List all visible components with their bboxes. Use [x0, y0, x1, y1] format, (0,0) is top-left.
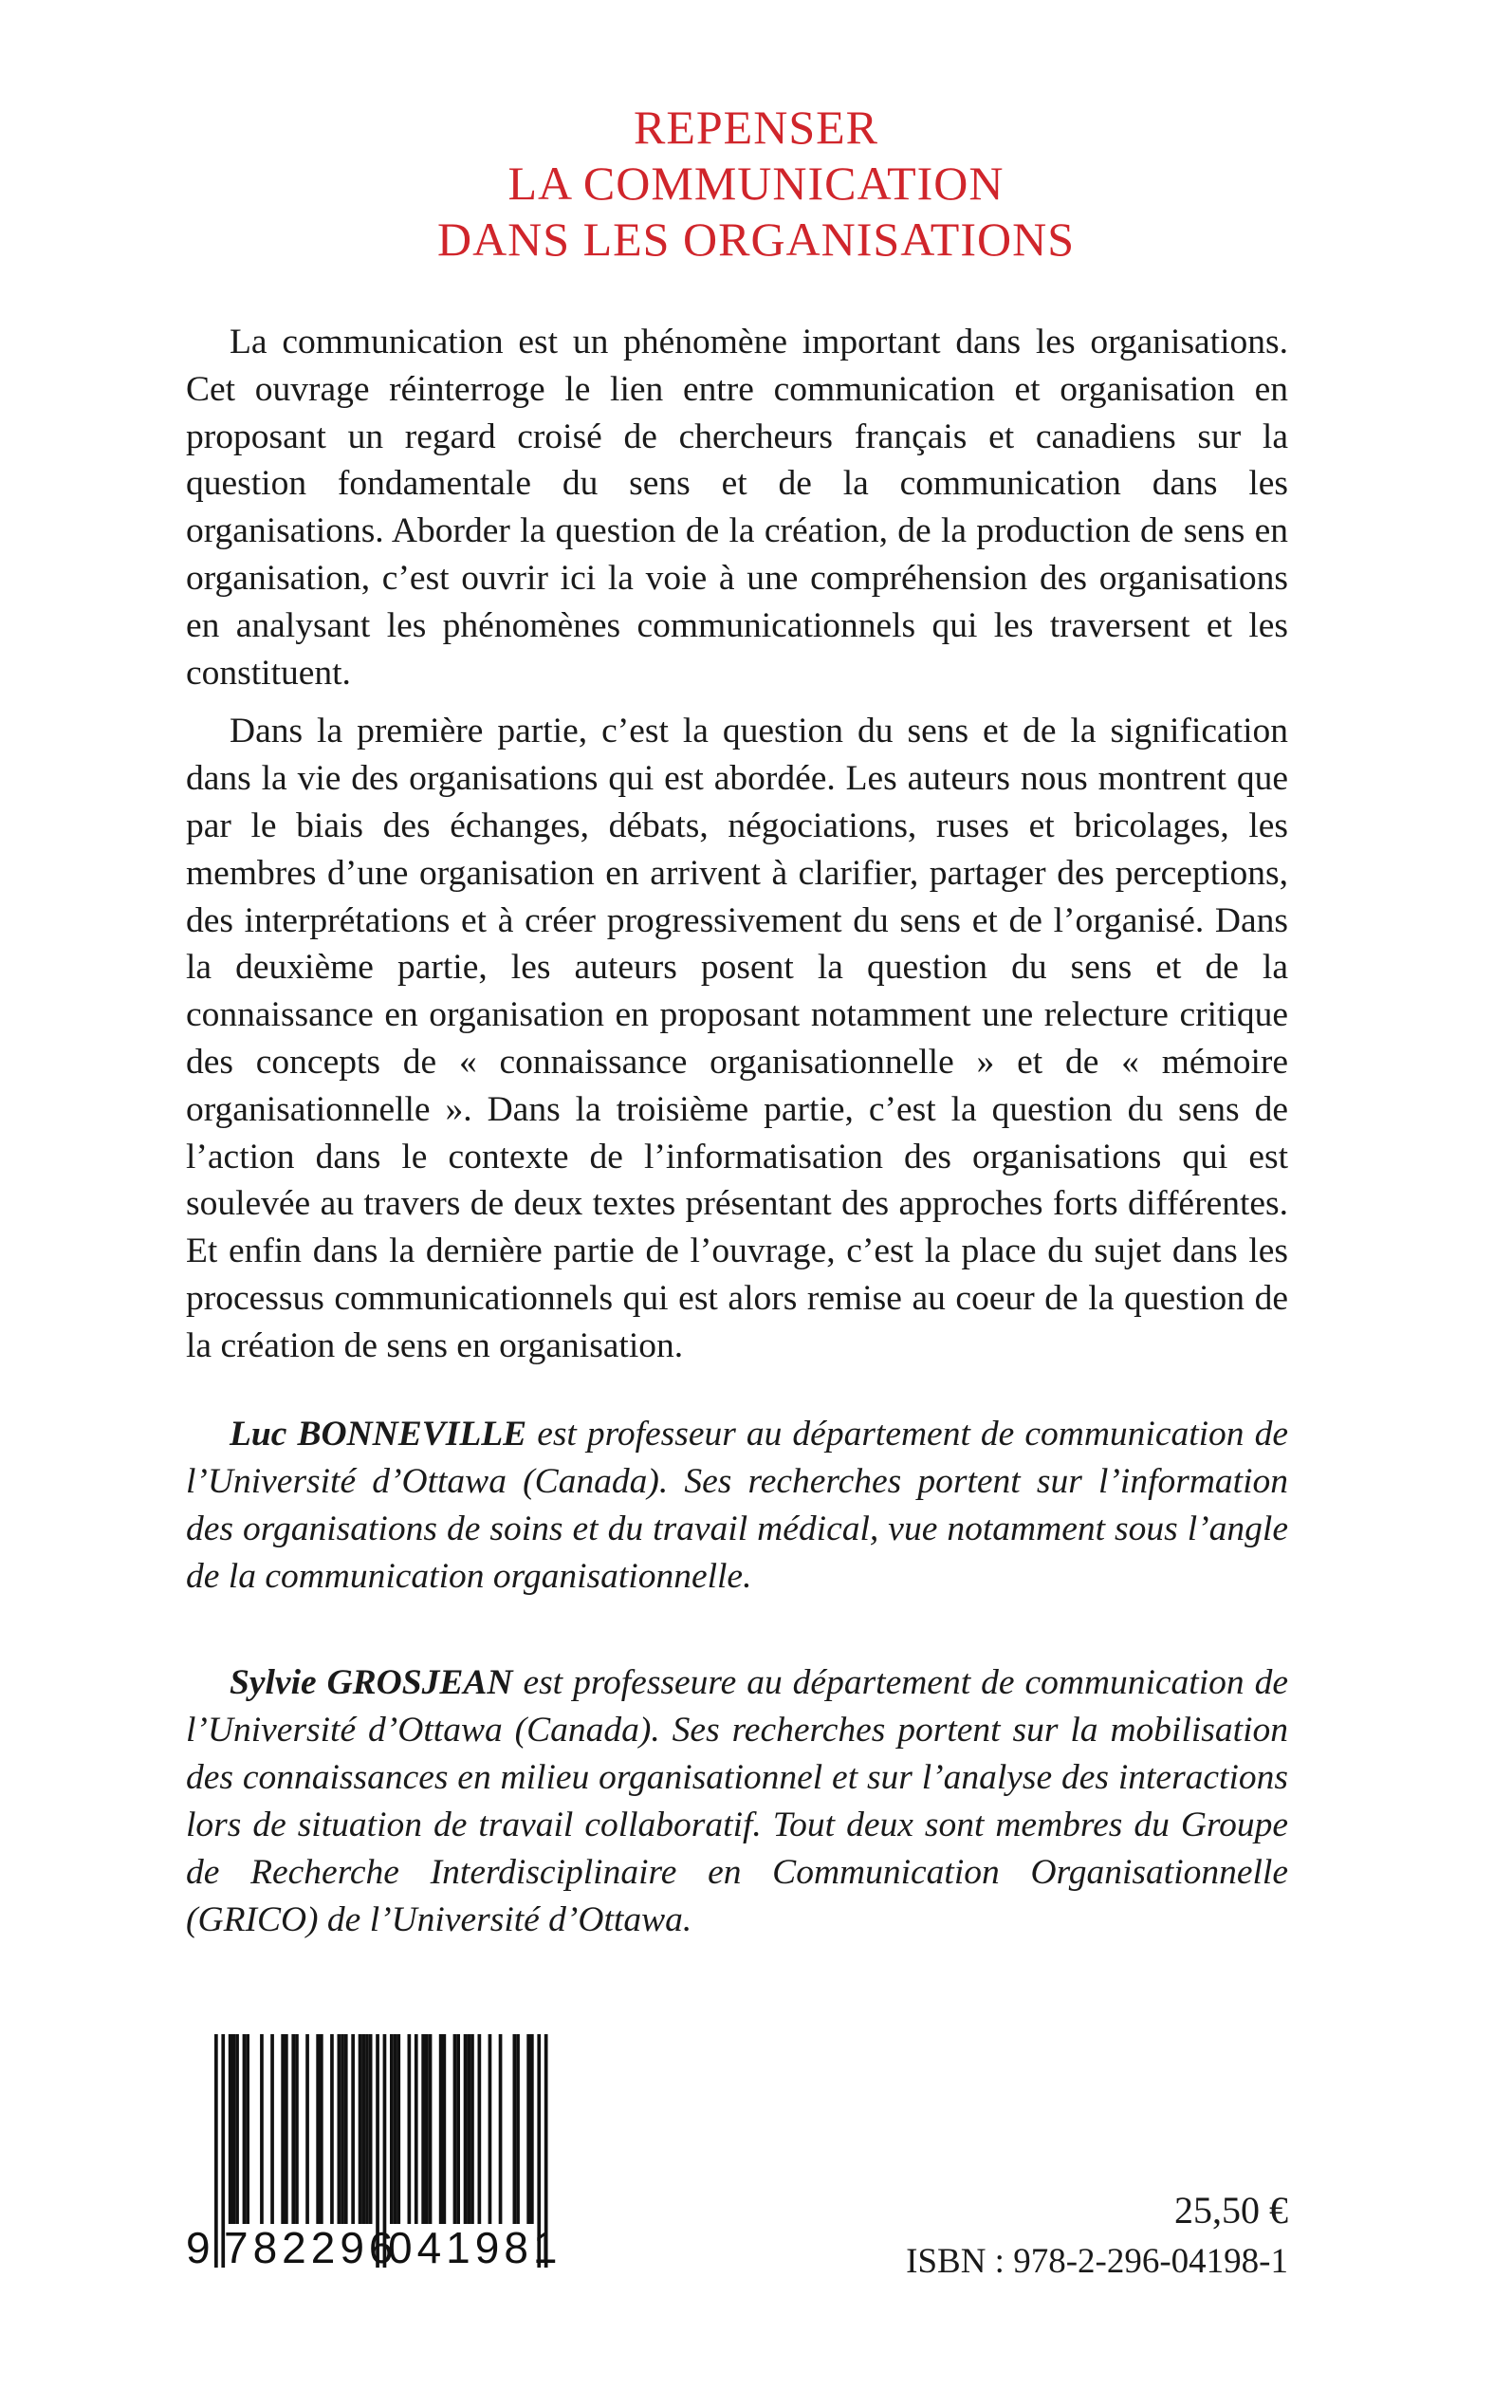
author-name-grosjean: Sylvie GROSJEAN [230, 1663, 513, 1702]
barcode-bar [305, 2034, 309, 2224]
barcode-bar [246, 2034, 249, 2224]
barcode-bar [235, 2034, 239, 2224]
book-title [0, 100, 1512, 268]
barcode-bar [470, 2034, 474, 2224]
author-bio-grosjean [186, 1659, 1288, 1944]
barcode-bar [260, 2034, 264, 2224]
author-bio-text-bonneville: est professeur au département de communication de l’Université d’Ottawa (Canada). Ses recherches portent sur l’information des organisations de soins et du travail médical, vue notamment sous l’angle de la communication organisationnelle. [186, 1415, 1288, 1596]
barcode-bar [359, 2034, 362, 2224]
barcode-bar [390, 2034, 394, 2224]
title-line-2: LA COMMUNICATION [507, 157, 1005, 210]
title-line-3: DANS LES ORGANISATIONS [436, 213, 1076, 266]
barcode-bar [415, 2034, 418, 2224]
barcode-bar [344, 2034, 348, 2224]
barcode-bar [232, 2034, 236, 2224]
barcode-bar [341, 2034, 344, 2224]
barcode-bar [429, 2034, 433, 2224]
barcode-bar [408, 2034, 412, 2224]
barcode-bar [291, 2034, 295, 2224]
barcode-bar [526, 2034, 530, 2224]
barcode-bar [425, 2034, 429, 2224]
barcode-bar [281, 2034, 285, 2224]
barcode-bar [516, 2034, 520, 2224]
author-bio-text-grosjean: est professeure au département de communication de l’Université d’Ottawa (Canada). Ses recherches portent sur la mobilisation des connaissances en milieu organisationnel et sur l’analyse des interactions lors de situation de travail collaboratif. Tout deux sont membres du Groupe de Recherche Interdisciplinaire en Communication Organisationnelle (GRICO) de l’Université d’Ottawa. [186, 1663, 1289, 1939]
barcode-bar [530, 2034, 534, 2224]
price: 25,50 € [1174, 2189, 1288, 2232]
barcode-digits-group-1: 782296 [224, 2223, 398, 2272]
barcode-bar [439, 2034, 443, 2224]
author-bio-bonneville [186, 1411, 1288, 1601]
barcode-bar [456, 2034, 460, 2224]
barcode-bar [369, 2034, 373, 2224]
barcode-bar [489, 2034, 492, 2224]
barcode-bar [394, 2034, 397, 2224]
isbn-number: ISBN : 978-2-296-04198-1 [906, 2242, 1288, 2281]
barcode-bar [243, 2034, 247, 2224]
barcode-bar [421, 2034, 425, 2224]
author-bios [186, 1411, 1288, 1944]
barcode-bar [499, 2034, 503, 2224]
barcode-bar [365, 2034, 369, 2224]
summary-paragraph-1: La communication est un phénomène important dans les organisations. Cet ouvrage réinterroge le lien entre communication et organisation en proposant un regard croisé de chercheurs français et canadiens sur la question fondamentale du sens et de la communication dans les organisations. Aborder la question de la création, de la production de sens en organisation, c’est ouvrir ici la voie à une compréhension des organisations en analysant les phénomènes communicationnels qui les traversent et les constituent. [186, 323, 1288, 693]
barcode-bar [453, 2034, 457, 2224]
author-name-bonneville: Luc BONNEVILLE [230, 1415, 527, 1454]
summary-paragraph-2: Dans la première partie, c’est la question du sens et de la signification dans la vie des organisations qui est abordée. Les auteurs nous montrent que par le biais des échanges, débats, négociations, ruses et bricolages, les membres d’une organisation en arrivent à clarifier, partager des perceptions, des interprétations et à créer progressivement du sens et de l’organisé. Dans la deuxième partie, les auteurs posent la question du sens et de la connaissance en organisation en proposant notamment une relecture critique des concepts de « connaissance organisationnelle » et de « mémoire organisationnelle ». Dans la troisième partie, c’est la question du sens de l’action dans le contexte de l’informatisation des organisations qui est soulevée au travers de deux textes présentant des approches forts différentes. Et enfin dans la dernière partie de l’ouvrage, c’est la place du sujet dans les processus communicationnels qui est alors remise au coeur de la question de la création de sens en organisation. [186, 712, 1288, 1365]
barcode-digits-group-2: 041981 [388, 2223, 562, 2272]
barcode-bar [513, 2034, 517, 2224]
barcode-bar [351, 2034, 355, 2224]
barcode-bar [338, 2034, 341, 2224]
barcode-bar [361, 2034, 365, 2224]
title-line-1: REPENSER [633, 101, 879, 154]
barcode-bar [467, 2034, 470, 2224]
barcode-bar [330, 2034, 334, 2224]
barcode-bar [320, 2034, 323, 2224]
barcode-bar [478, 2034, 482, 2224]
barcode-bar [285, 2034, 288, 2224]
barcode-bar [270, 2034, 274, 2224]
barcode-digits [186, 2222, 562, 2279]
barcode-bar [443, 2034, 447, 2224]
barcode-bar [464, 2034, 468, 2224]
barcode-bar [316, 2034, 320, 2224]
barcode-bar [229, 2034, 232, 2224]
barcode-bar [295, 2034, 299, 2224]
barcode-digit-lead: 9 [186, 2223, 211, 2272]
book-summary [186, 319, 1288, 1381]
barcode-bar [396, 2034, 400, 2224]
